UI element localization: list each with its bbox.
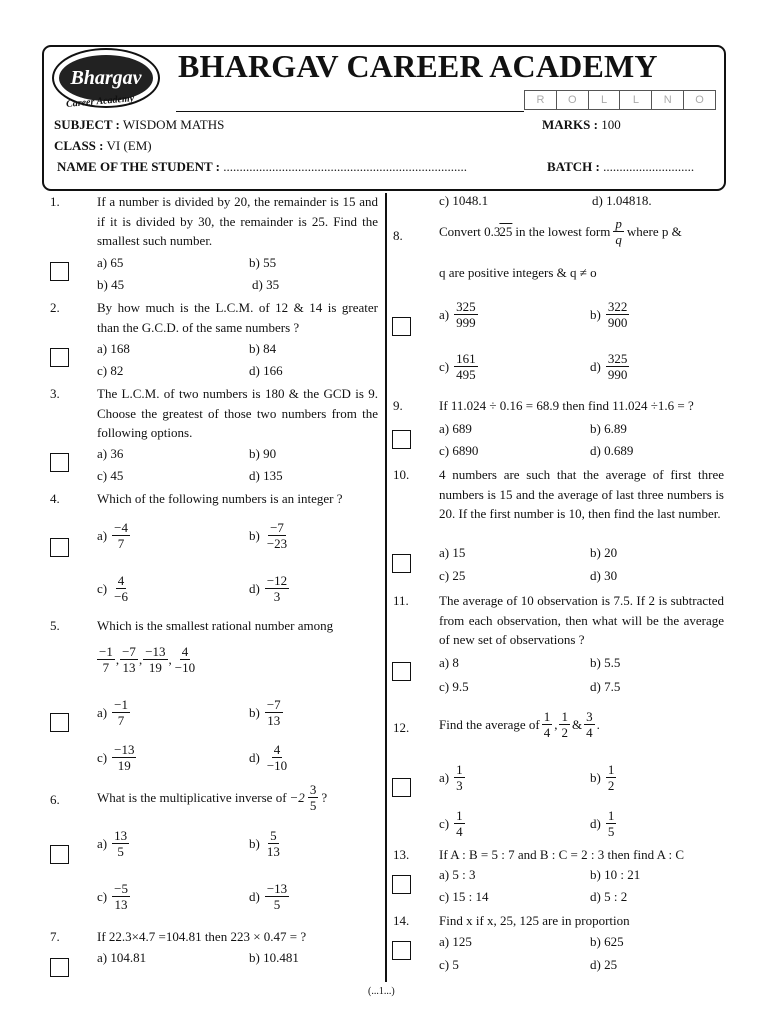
option-b[interactable]: b) 10 : 21 [590, 867, 641, 882]
logo-subtitle: Career Academy [65, 93, 135, 110]
answer-checkbox[interactable] [392, 554, 411, 573]
question-number: 8. [393, 228, 403, 243]
logo-text: Bhargav [59, 55, 153, 101]
option-b[interactable]: b) 10.481 [249, 950, 299, 965]
option-a[interactable]: a) $\frac{-1}{7}$ [97, 697, 128, 728]
answer-checkbox[interactable] [50, 453, 69, 472]
answer-checkbox[interactable] [392, 941, 411, 960]
option-b[interactable]: b) 5.5 [590, 655, 621, 670]
option-a[interactable]: a) 5 : 3 [439, 867, 476, 882]
option-d[interactable]: d) 7.5 [590, 679, 621, 694]
question-number: 5. [50, 618, 60, 633]
question-number: 9. [393, 398, 403, 413]
option-c[interactable]: c) $\frac{161}{495}$ [439, 351, 476, 382]
academy-title: BHARGAV CAREER ACADEMY [178, 48, 658, 84]
option-a[interactable]: a) 15 [439, 545, 466, 560]
option-d[interactable]: d) 166 [249, 363, 283, 378]
marks-line: MARKS : 100 [542, 117, 621, 132]
option-b[interactable]: b) $\frac{-7}{13}$ [249, 697, 281, 728]
option-d[interactable]: d) 25 [590, 957, 618, 972]
column-divider [385, 193, 387, 982]
option-c[interactable]: c) $\frac{1}{4}$ [439, 808, 463, 839]
option-d[interactable]: d) 0.689 [590, 443, 634, 458]
question-text: Convert 0.3 25 in the lowest form $\frac{p}{q}$ where p & [439, 216, 682, 247]
roll-number-boxes[interactable] [524, 90, 716, 110]
option-a[interactable]: a) $\frac{325}{999}$ [439, 299, 476, 330]
question-number: 12. [393, 720, 410, 735]
question-text: The average of 10 observation is 7.5. If 2 is subtracted from each observation, then what will be the average of new set of observations ? [439, 593, 724, 647]
question-number: 11. [393, 593, 409, 608]
roll-box[interactable]: O [695, 94, 704, 106]
roll-box[interactable]: O [557, 91, 589, 109]
option-a[interactable]: a) 104.81 [97, 950, 147, 965]
option-c[interactable]: c) 82 [97, 363, 124, 378]
roll-box[interactable]: L [589, 91, 621, 109]
option-a[interactable]: a) $\frac{-4}{7}$ [97, 520, 128, 551]
option-d[interactable]: d) $\frac{1}{5}$ [590, 808, 615, 839]
answer-checkbox[interactable] [50, 262, 69, 281]
option-a[interactable]: a) 65 [97, 255, 124, 270]
option-a[interactable]: a) 689 [439, 421, 472, 436]
option-b[interactable]: b) $\frac{5}{13}$ [249, 828, 280, 859]
title-underline [176, 111, 524, 112]
question-number: 13. [393, 847, 410, 862]
option-b[interactable]: b) $\frac{-7}{-23}$ [249, 520, 288, 551]
batch-line[interactable]: BATCH : ............................ [547, 159, 695, 174]
roll-box[interactable]: N [652, 91, 684, 109]
student-name-line[interactable]: NAME OF THE STUDENT : ........................................................................... [57, 159, 468, 174]
subject-line: SUBJECT : WISDOM MATHS [54, 117, 225, 132]
option-b[interactable]: b) 20 [590, 545, 618, 560]
option-b[interactable]: b) $\frac{1}{2}$ [590, 762, 615, 793]
question-text: By how much is the L.C.M. of 12 & 14 is greater than the G.C.D. of the same numbers ? [97, 300, 378, 335]
question-text: The L.C.M. of two numbers is 180 & the GCD is 9. Choose the greatest of those two numbers from the following options. [97, 386, 378, 440]
answer-checkbox[interactable] [50, 538, 69, 557]
answer-checkbox[interactable] [50, 348, 69, 367]
option-b[interactable]: b) 84 [249, 341, 277, 356]
question-number: 14. [393, 913, 410, 928]
option-d[interactable]: d) 1.04818. [592, 193, 652, 208]
question-text: If a number is divided by 20, the remainder is 15 and if it is divided by 30, the remainder is 25. Find the smallest such number. [97, 194, 378, 248]
answer-checkbox[interactable] [392, 662, 411, 681]
option-d[interactable]: d) 135 [249, 468, 283, 483]
option-c[interactable]: c) 9.5 [439, 679, 469, 694]
class-line: CLASS : VI (EM) [54, 138, 152, 153]
option-d[interactable]: d) 35 [252, 277, 280, 292]
question-text: Which of the following numbers is an integer ? [97, 491, 343, 506]
question-number: 6. [50, 792, 60, 807]
option-a[interactable]: a) 36 [97, 446, 124, 461]
question-number: 3. [50, 386, 60, 401]
option-c[interactable]: c) $\frac{4}{-6}$ [97, 573, 128, 604]
question-text: Which is the smallest rational number among [97, 618, 334, 633]
option-c[interactable]: c) 6890 [439, 443, 479, 458]
roll-box[interactable]: R [525, 91, 557, 109]
question-number: 4. [50, 491, 60, 506]
question-text: What is the multiplicative inverse of −2 $\frac{3}{5}$ ? [97, 782, 328, 813]
option-d[interactable]: d) $\frac{-13}{5}$ [249, 881, 288, 912]
option-d[interactable]: d) $\frac{-12}{3}$ [249, 573, 288, 604]
answer-checkbox[interactable] [392, 317, 411, 336]
option-c[interactable]: c) 25 [439, 568, 466, 583]
option-b[interactable]: b) $\frac{322}{900}$ [590, 299, 628, 330]
answer-checkbox[interactable] [392, 778, 411, 797]
option-c[interactable]: b) 45 [97, 277, 125, 292]
option-c[interactable]: c) 1048.1 [439, 193, 489, 208]
option-c[interactable]: c) $\frac{-13}{19}$ [97, 742, 135, 773]
answer-checkbox[interactable] [50, 845, 69, 864]
answer-checkbox[interactable] [50, 713, 69, 732]
question-text: If 22.3×4.7 =104.81 then 223 × 0.47 = ? [97, 929, 307, 944]
option-a[interactable]: a) 8 [439, 655, 459, 670]
option-c[interactable]: c) 15 : 14 [439, 889, 489, 904]
question-number: 2. [50, 300, 60, 315]
option-b[interactable]: b) 6.89 [590, 421, 627, 436]
question-number: 1. [50, 194, 60, 209]
option-b[interactable]: b) 90 [249, 446, 277, 461]
question-text-line2: q are positive integers & q ≠ o [439, 265, 597, 280]
answer-checkbox[interactable] [50, 958, 69, 977]
question-text: If 11.024 ÷ 0.16 = 68.9 then find 11.024 ÷1.6 = ? [439, 398, 694, 413]
question-number: 10. [393, 467, 410, 482]
option-a[interactable]: a) 125 [439, 934, 472, 949]
answer-checkbox[interactable] [392, 430, 411, 449]
option-b[interactable]: b) 55 [249, 255, 277, 270]
option-b[interactable]: b) 625 [590, 934, 624, 949]
page-number: (...1...) [368, 986, 395, 997]
question-text: Find the average of $\frac{1}{4}$ , $\frac{1}{2}$ & $\frac{3}{4}$ . [439, 709, 600, 740]
option-a[interactable]: a) $\frac{13}{5}$ [97, 828, 128, 859]
option-d[interactable]: d) $\frac{4}{-10}$ [249, 742, 288, 773]
question-text: If A : B = 5 : 7 and B : C = 2 : 3 then find A : C [439, 847, 685, 862]
option-a[interactable]: a) 168 [97, 341, 130, 356]
roll-box[interactable]: L [620, 91, 652, 109]
option-a[interactable]: a) $\frac{1}{3}$ [439, 762, 463, 793]
option-d[interactable]: d) $\frac{325}{990}$ [590, 351, 628, 382]
answer-checkbox[interactable] [392, 875, 411, 894]
option-d[interactable]: d) 30 [590, 568, 618, 583]
option-c[interactable]: c) 5 [439, 957, 459, 972]
rational-number-list: $\frac{-1}{7}$ , $\frac{-7}{13}$ , $\frac{-13}{19}$ , $\frac{4}{-10}$ [99, 644, 196, 675]
question-text: 4 numbers are such that the average of first three numbers is 15 and the average of last three numbers is 20. If the first number is 10, then find the last number. [439, 467, 724, 521]
question-number: 7. [50, 929, 60, 944]
question-text: Find x if x, 25, 125 are in proportion [439, 913, 630, 928]
option-c[interactable]: c) 45 [97, 468, 124, 483]
option-c[interactable]: c) $\frac{-5}{13}$ [97, 881, 128, 912]
option-d[interactable]: d) 5 : 2 [590, 889, 628, 904]
